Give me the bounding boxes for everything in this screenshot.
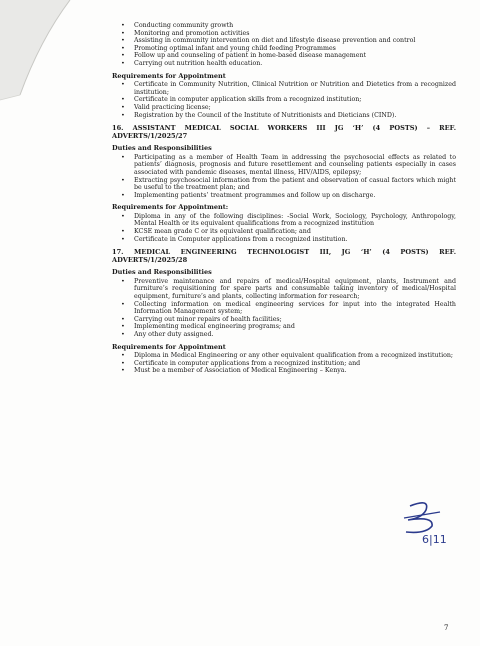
handwritten-signature	[396, 498, 456, 546]
requirements-list	[112, 81, 456, 119]
list-item: • KCSE mean grade C or its equivalent qualification; and	[134, 228, 456, 236]
document-body	[112, 22, 456, 375]
list-item: • Registration by the Council of the Institute of Nutritionists and Dieticians (CIND).	[134, 112, 456, 120]
list-item: • Implementing medical engineering programs; and	[134, 323, 456, 331]
list-item: • Participating as a member of Health Team in addressing the psychosocial effects as related to patients’ diagnosis, prognosis and future resettlement and counseling patients especially in cases associated with pandemic diseases, mental illness, HIV/AIDS, epilepsy;	[134, 154, 456, 177]
list-item: • Carrying out minor repairs of health facilities;	[134, 316, 456, 324]
list-item: • Promoting optimal infant and young child feeding Programmes	[134, 45, 456, 53]
list-item: • Valid practicing license;	[134, 104, 456, 112]
list-item: • Extracting psychosocial information from the patient and observation of casual factors which might be useful to the treatment plan; and	[134, 177, 456, 192]
duties-list	[112, 278, 456, 339]
requirements-list	[112, 213, 456, 243]
list-item: • Certificate in computer applications from a recognized institution; and	[134, 360, 456, 368]
duties-list-top	[112, 22, 456, 68]
list-item: • Diploma in Medical Engineering or any other equivalent qualification from a recognized institution;	[134, 352, 456, 360]
section-heading-17: 17. MEDICAL ENGINEERING TECHNOLOGIST III, JG ‘H’ (4 POSTS) REF. ADVERTS/1/2025/28	[112, 248, 456, 265]
list-item: • Diploma in any of the following disciplines: -Social Work, Sociology, Psychology, Anthropology, Mental Health or its equivalent qualifications from a recognized institution	[134, 213, 456, 228]
list-item: • Monitoring and promotion activities	[134, 30, 456, 38]
page-number: 7	[444, 624, 449, 632]
list-item: • Must be a member of Association of Medical Engineering – Kenya.	[134, 367, 456, 375]
list-item: • Certificate in Community Nutrition, Clinical Nutrition or Nutrition and Dietetics from a recognized institution;	[134, 81, 456, 96]
handwritten-note: 6|11	[422, 533, 447, 546]
list-item: • Any other duty assigned.	[134, 331, 456, 339]
list-item: • Conducting community growth	[134, 22, 456, 30]
duties-list	[112, 154, 456, 200]
requirements-heading: Requirements for Appointment	[112, 342, 226, 351]
list-item: • Implementing patients’ treatment programmes and follow up on discharge.	[134, 192, 456, 200]
requirements-heading: Requirements for Appointment	[112, 71, 226, 80]
requirements-list	[112, 352, 456, 375]
list-item: • Assisting in community intervention on diet and lifestyle disease prevention and control	[134, 37, 456, 45]
list-item: • Certificate in computer application skills from a recognized institution;	[134, 96, 456, 104]
list-item: • Collecting information on medical engineering services for input into the integrated Health Information Management system;	[134, 301, 456, 316]
duties-heading: Duties and Responsibilities	[112, 144, 212, 153]
list-item: • Certificate in Computer applications from a recognized institution.	[134, 236, 456, 244]
list-item: • Follow up and counseling of patient in home-based disease management	[134, 52, 456, 60]
requirements-heading: Requirements for Appointment:	[112, 203, 229, 212]
section-heading-16: 16. ASSISTANT MEDICAL SOCIAL WORKERS III JG ‘H’ (4 POSTS) – REF. ADVERTS/1/2025/27	[112, 124, 456, 141]
duties-heading: Duties and Responsibilities	[112, 268, 212, 277]
list-item: • Preventive maintenance and repairs of medical/Hospital equipment, plants, Instrument and furniture’s requisitioning for spare parts and consumable taking inventory of medical/Hospital equipment, furniture’s and plants, collecting information for research;	[134, 278, 456, 301]
list-item: • Carrying out nutrition health education.	[134, 60, 456, 68]
